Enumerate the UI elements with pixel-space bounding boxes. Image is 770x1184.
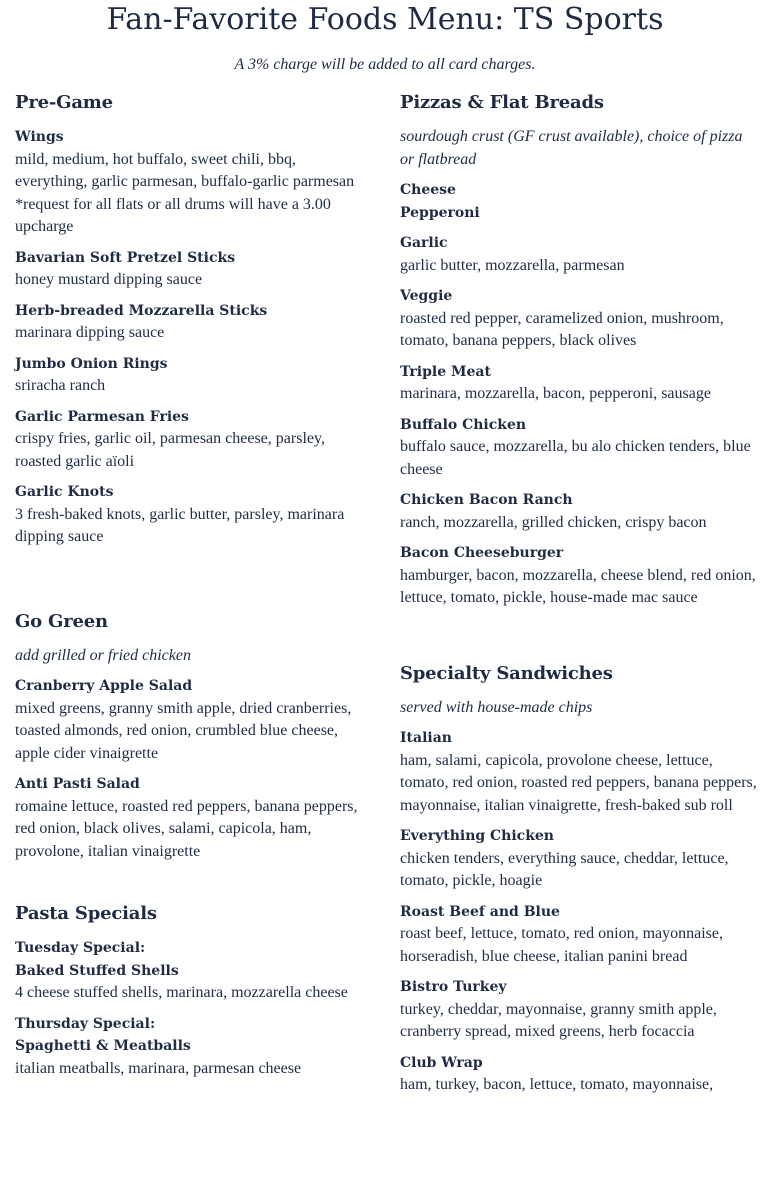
menu-item-chicken-bacon-ranch-pizza [400,489,760,534]
item-name: Roast Beef and Blue [400,903,560,920]
item-description: chicken tenders, everything sauce, cheddar, lettuce, tomato, pickle, hoagie [400,849,729,889]
item-name: Bavarian Soft Pretzel Sticks [15,249,236,266]
item-description: hamburger, bacon, mozzarella, cheese blend, red onion, lettuce, tomato, pickle, house-made mac sauce [400,566,756,606]
menu-item-bistro-turkey [400,976,760,1044]
item-name-secondary: Spaghetti & Meatballs [15,1038,191,1054]
item-name: Triple Meat [400,363,491,380]
item-name: Club Wrap [400,1054,483,1071]
menu-item-garlic-pizza [400,232,760,277]
item-name: Cheese [400,182,456,198]
menu-item-everything-chicken [400,825,760,893]
item-description: honey mustard dipping sauce [15,271,203,288]
menu-item-roast-beef-and-blue [400,901,760,969]
item-name: Bacon Cheeseburger [400,545,564,561]
item-name: Garlic Knots [15,484,114,500]
item-description: romaine lettuce, roasted red peppers, banana peppers, red onion, black olives, salami, capicola, ham, provolone, italian vinaigrette [15,797,358,860]
item-description: 4 cheese stuffed shells, marinara, mozzarella cheese [15,984,348,1001]
section-pre-game [15,90,370,549]
section-specialty-sandwiches [400,661,760,1097]
section-go-green [15,609,370,864]
menu-item-veggie-pizza [400,285,760,353]
item-description: marinara, mozzarella, bacon, pepperoni, sausage [400,385,711,402]
section-title: Pre-Game [15,92,113,113]
item-name: Buffalo Chicken [400,416,527,433]
menu-item-wings [15,126,370,239]
menu-item-garlic-parmesan-fries [15,406,370,474]
item-description: mild, medium, hot buffalo, sweet chili, bbq, everything, garlic parmesan, buffalo-garlic parmesan *request for all flats or all drums will have a 3.00 upcharge [15,150,355,235]
card-charge-notice: A 3% charge will be added to all card charges. [234,56,536,73]
section-note: sourdough crust (GF crust available), choice of pizza or flatbread [400,128,743,168]
item-name: Garlic [400,235,448,251]
menu-item-mozzarella-sticks [15,300,370,345]
menu-item-onion-rings [15,353,370,398]
item-name: Bistro Turkey [400,979,507,995]
menu-item-cranberry-apple-salad [15,675,370,765]
page-title: Fan-Favorite Foods Menu: TS Sports [106,2,664,37]
item-description: italian meatballs, marinara, parmesan cheese [15,1059,302,1077]
left-column [15,90,370,1088]
menu-item-anti-pasti-salad [15,773,370,863]
section-note: served with house-made chips [400,698,593,716]
section-title: Go Green [15,610,108,632]
menu-item-thursday-special [15,1013,370,1081]
menu-item-garlic-knots [15,481,370,549]
item-name: Veggie [400,288,453,304]
right-column [400,90,760,1105]
section-pasta-specials [15,901,370,1080]
section-title: Pasta Specials [15,903,157,924]
item-description: garlic butter, mozzarella, parmesan [400,256,625,274]
item-name: Chicken Bacon Ranch [400,492,573,508]
menu-item-cheese-pepperoni [400,179,760,224]
section-title: Pizzas & Flat Breads [400,92,604,113]
menu-item-tuesday-special [15,937,370,1005]
item-description: crispy fries, garlic oil, parmesan cheese, parsley, roasted garlic aïoli [15,430,325,470]
item-name: Garlic Parmesan Fries [15,408,189,425]
item-name: Cranberry Apple Salad [15,678,193,694]
item-description: ham, turkey, bacon, lettuce, tomato, mayonnaise, [400,1076,714,1093]
item-name: Everything Chicken [400,828,554,844]
item-name: Herb-breaded Mozzarella Sticks [15,302,268,319]
item-description: roast beef, lettuce, tomato, red onion, mayonnaise, horseradish, blue cheese, italian panini bread [400,925,724,965]
item-description: roasted red pepper, caramelized onion, mushroom, tomato, banana peppers, black olives [400,309,724,349]
item-description: ranch, mozzarella, grilled chicken, crispy bacon [400,513,707,531]
item-description: sriracha ranch [15,377,106,394]
menu-item-club-wrap [400,1052,760,1097]
menu-item-italian-sandwich [400,727,760,817]
item-name: Italian [400,730,452,746]
item-name: Tuesday Special: [15,940,146,956]
item-description: mixed greens, granny smith apple, dried cranberries, toasted almonds, red onion, crumbled blue cheese, apple cider vinaigrette [15,699,352,762]
item-description: marinara dipping sauce [15,324,165,341]
item-description: ham, salami, capicola, provolone cheese, lettuce, tomato, red onion, roasted red peppers, banana peppers, mayonnaise, italian vinaigrette, fresh-baked sub roll [400,751,757,814]
section-pizzas-flat-breads [400,90,760,610]
item-name: Wings [15,129,64,145]
menu-item-bacon-cheeseburger-pizza [400,542,760,610]
menu-item-pretzel-sticks [15,247,370,292]
item-name: Thursday Special: [15,1015,156,1032]
item-name: Jumbo Onion Rings [15,355,168,372]
item-description: 3 fresh-baked knots, garlic butter, parsley, marinara dipping sauce [15,505,345,545]
item-name-secondary: Pepperoni [400,204,480,221]
item-description: turkey, cheddar, mayonnaise, granny smith apple, cranberry spread, mixed greens, herb focaccia [400,1000,717,1040]
section-title: Specialty Sandwiches [400,662,613,684]
item-name-secondary: Baked Stuffed Shells [15,962,179,979]
item-name: Anti Pasti Salad [15,776,140,792]
item-description: buffalo sauce, mozzarella, bu alo chicken tenders, blue cheese [400,438,751,478]
section-note: add grilled or fried chicken [15,646,191,664]
menu-item-triple-meat-pizza [400,361,760,406]
menu-item-buffalo-chicken-pizza [400,414,760,482]
